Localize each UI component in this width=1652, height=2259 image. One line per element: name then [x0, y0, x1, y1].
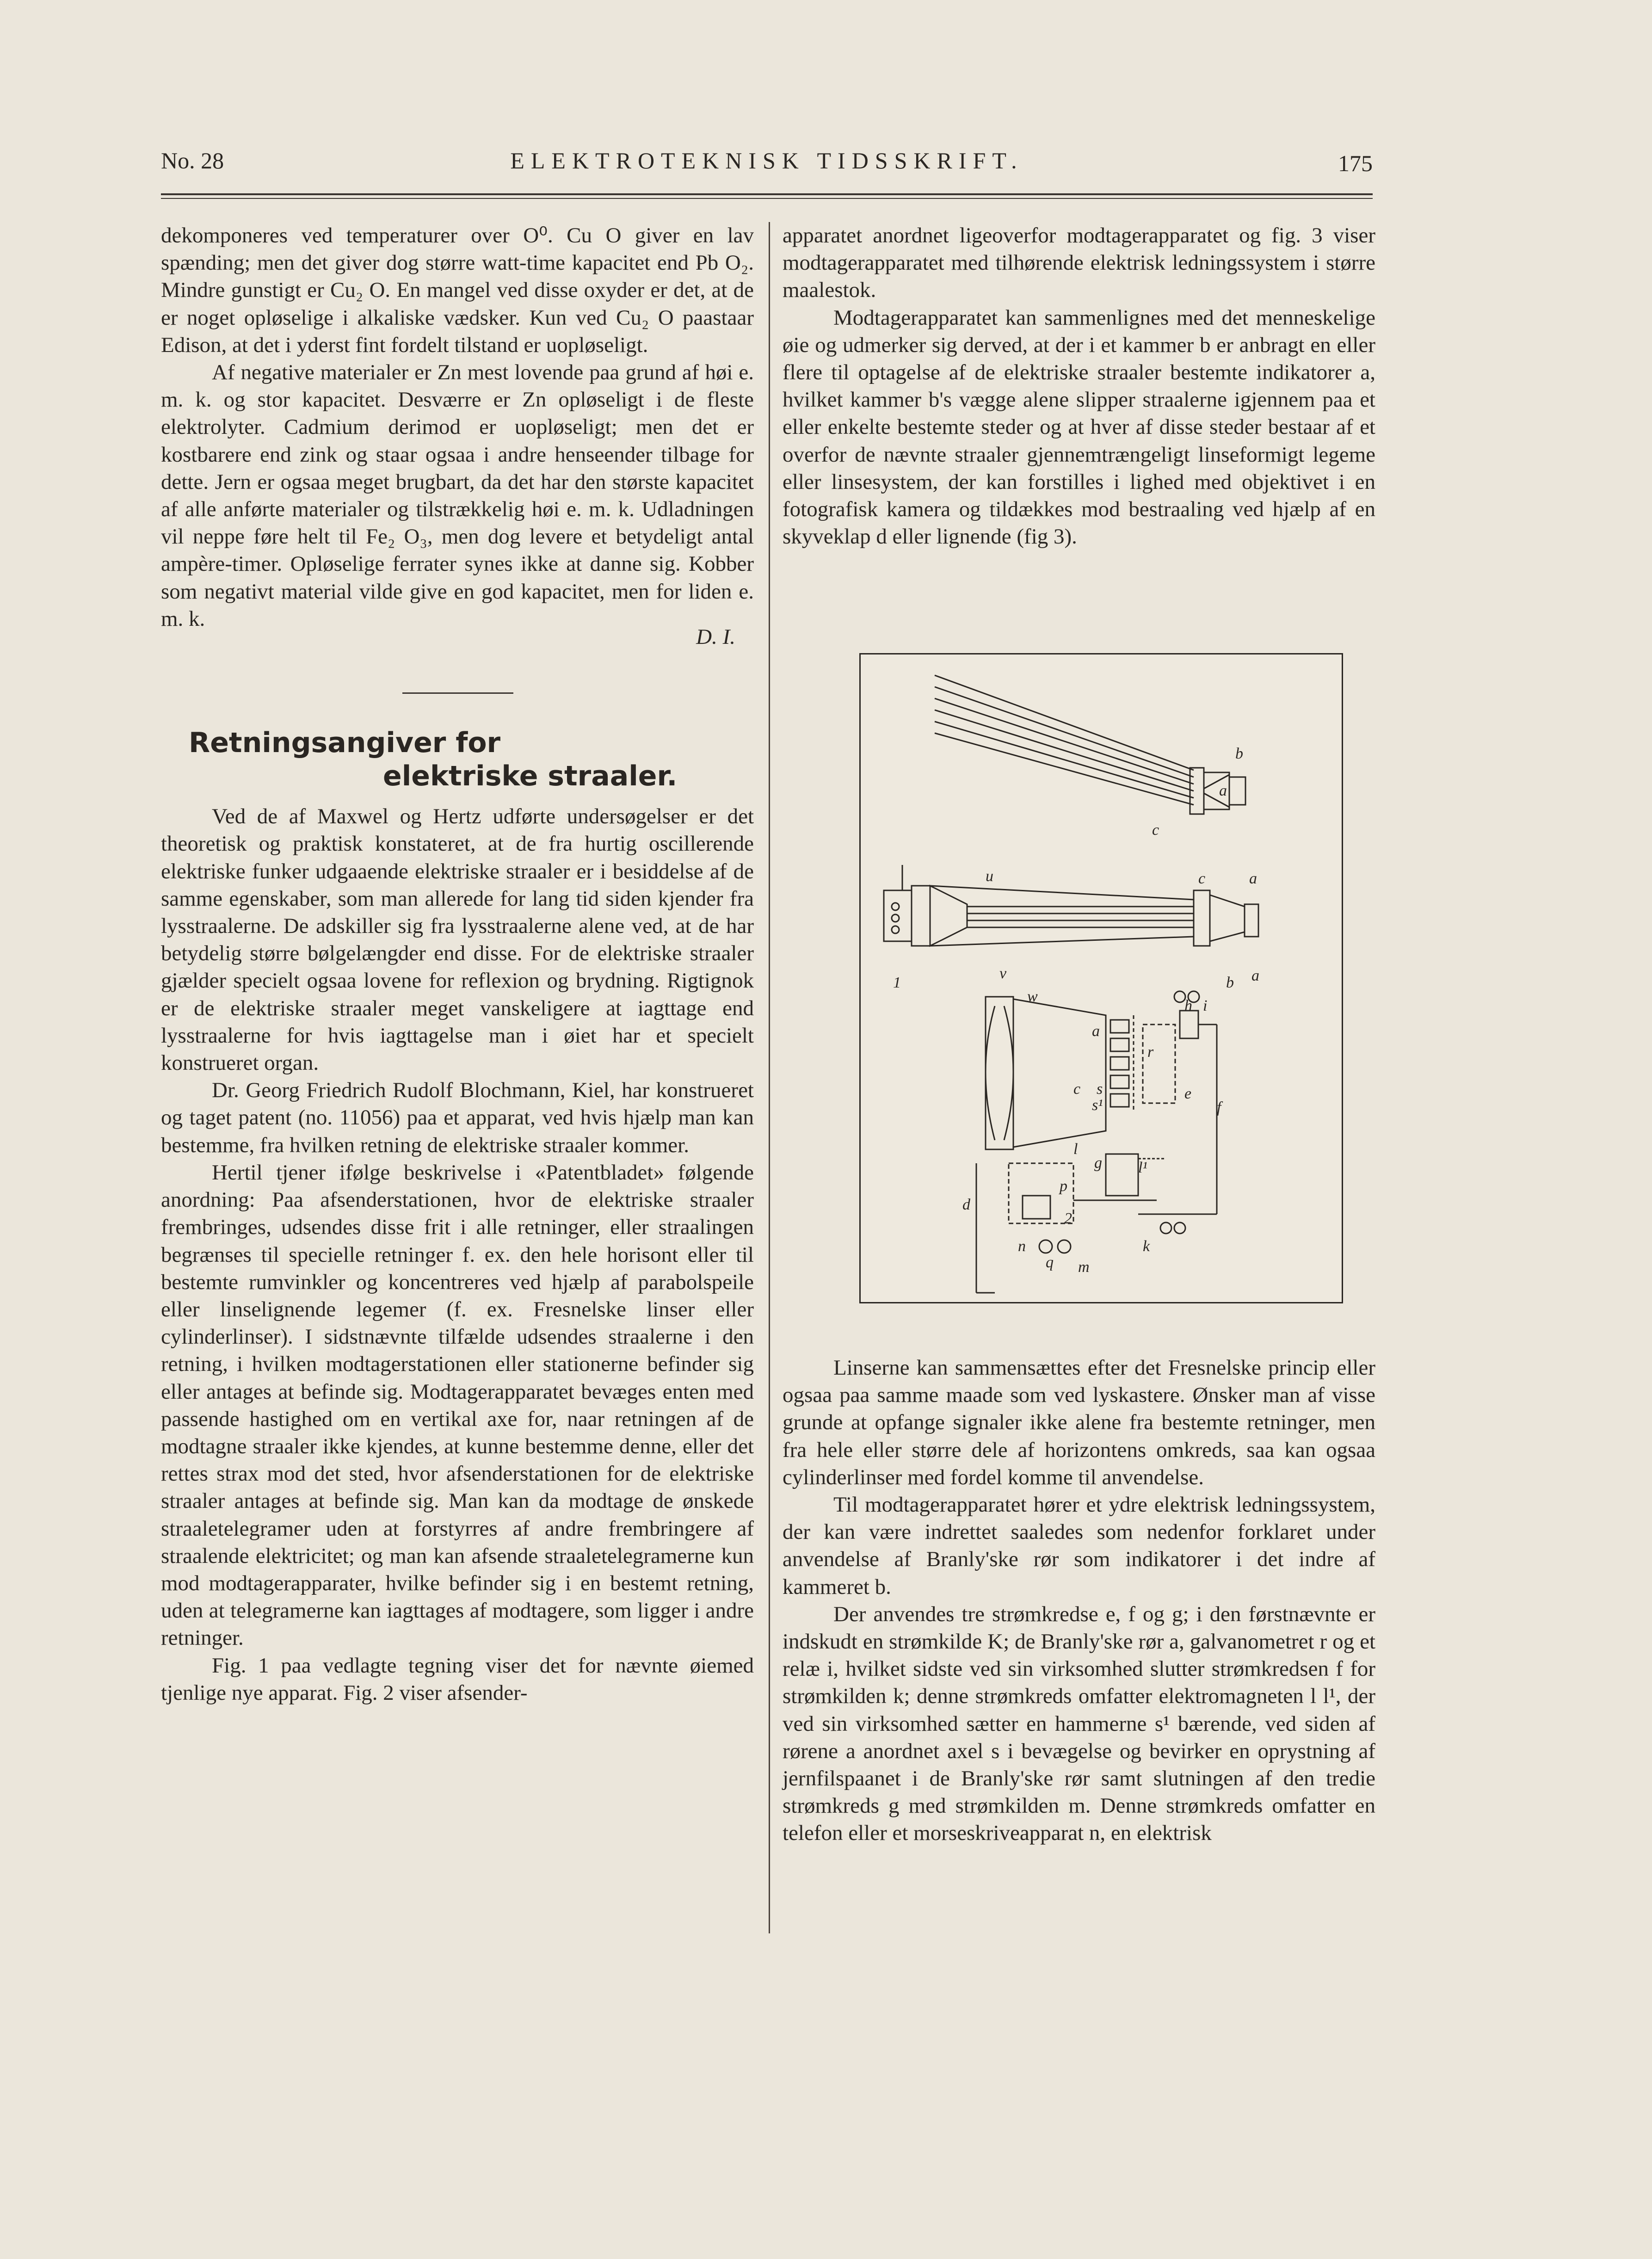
- paragraph: Der anvendes tre strømkredse e, f og g; i den førstnævnte er indskudt en strømkilde K; de Branly'ske rør a, galvanometret r og et relæ i, hvilket sidste ved sin virksomhed slutter strømkredsen f for strømkilden k; denne strømkreds omfatter elektromagneten l l¹, der ved sin virksomhed sætter en hammerne s¹ bærende, ved siden af rørene a anordnet axel s i bevægelse og bevirker en oprystning af jernfilspaanet i de Branly'ske rør samt slutningen af den tredie strømkreds g med strømkilden m. Denne strømkreds omfatter en telefon eller et morseskriveapparat n, en elektrisk: [783, 1602, 1375, 1845]
- fig2-rays: [930, 886, 1194, 946]
- svg-text:a: a: [1219, 782, 1227, 799]
- paragraph: Til modtagerapparatet hører et ydre elektrisk ledningssystem, der kan være indrettet saaledes som nedenfor forklaret under anvendelse af Branly'ske rør som indikatorer i det indre af kammeret b.: [783, 1493, 1375, 1599]
- left-column: [161, 222, 754, 1707]
- fig2-sender: [884, 865, 967, 946]
- journal-title: ELEKTROTEKNISK TIDSSKRIFT.: [510, 148, 1023, 173]
- svg-text:g: g: [1094, 1154, 1102, 1172]
- svg-text:r: r: [1147, 1043, 1154, 1061]
- svg-text:2: 2: [1064, 1210, 1072, 1227]
- header-rule-thin: [161, 198, 1373, 199]
- svg-text:f: f: [1217, 1099, 1221, 1116]
- svg-text:n: n: [1018, 1238, 1026, 1255]
- section-divider: [402, 692, 513, 694]
- svg-text:b: b: [1235, 745, 1243, 762]
- svg-text:s¹: s¹: [1092, 1097, 1103, 1114]
- column-divider: [769, 222, 770, 1933]
- svg-text:a: a: [1092, 1023, 1100, 1040]
- svg-text:u: u: [986, 868, 993, 885]
- svg-text:m: m: [1078, 1259, 1090, 1276]
- heading-line: Retningsangiver for: [189, 727, 501, 759]
- svg-text:l: l: [1073, 1141, 1078, 1158]
- svg-text:c: c: [1073, 1080, 1081, 1098]
- right-column-top: [783, 222, 1375, 550]
- svg-text:b: b: [1226, 974, 1234, 991]
- paragraph: dekomponeres ved temperaturer over O⁰. Cu O giver en lav spænding; men det giver dog større watt-time kapacitet end Pb O₂. Mindre gunstigt er Cu₂ O. En mangel ved disse oxyder er det, at de er noget opløselige i alkaliske vædsker. Kun ved Cu₂ O paastaar Edison, at det i yderst fint fordelt tilstand er uopløseligt.: [161, 223, 754, 357]
- svg-text:w: w: [1027, 988, 1038, 1005]
- patent-figure: [859, 653, 1343, 1303]
- svg-text:c: c: [1198, 870, 1206, 887]
- fig2-receiver: [1194, 890, 1258, 946]
- svg-text:e: e: [1184, 1085, 1192, 1102]
- page-number: 175: [1338, 150, 1373, 176]
- svg-text:s: s: [1097, 1080, 1103, 1098]
- fig3-tubes: [1110, 1015, 1175, 1112]
- paragraph: Hertil tjener ifølge beskrivelse i «Patentbladet» følgende anordning: Paa afsenderstationen, hvor de elektriske straaler frembringes, udsendes disse frit i alle retninger, eller straalingen begrænses til specielle retninger f. ex. den hele horisont eller til bestemte rumvinkler og koncentreres ved hjælp af parabolspeile eller linselignende legemer (f. ex. Fresnelske linser eller cylinderlinser). I sidstnævnte tilfælde udsendes straalerne i den retning, i hvilken modtagerstationen eller stationerne befinder sig eller antages at befinde sig. Modtagerapparatet bevæges enten med passende hastighed om en vertikal axe for, naar retningen af de modtagne straaler ikke kjendes, at kunne bestemme denne, eller det rettes strax mod det sted, hvor afsenderstationen for de elektriske straaler antages at befinde sig. Man kan da modtage de ønskede straaletelegramer uden at forstyrres af andre frembringere af straalende elektricitet; og man kan afsende straaletelegramerne kun mod modtagerapparater, hvilke befinder sig i en bestemt retning, uden at telegramerne kan iagttages af modtagere, som ligger i andre retninger.: [161, 1160, 754, 1650]
- paragraph: Af negative materialer er Zn mest lovende paa grund af høi e. m. k. og stor kapacitet. Desværre er Zn opløseligt i de fleste elektrolyter. Cadmium derimod er uopløseligt; men det er kostbarere end zink og staar ogsaa i andre henseender tilbage for dette. Jern er ogsaa meget brugbart, da det har den største kapacitet af alle anførte materialer og tilstrækkelig høi e. m. k. Udladningen vil neppe føre helt til Fe₂ O₃, men dog levere et betydeligt antal ampère-timer. Opløselige ferrater synes ikke at danne sig. Kobber som negativt material vilde give en god kapacitet, men for liden e. m. k.: [161, 360, 754, 631]
- svg-text:d: d: [962, 1196, 970, 1213]
- figure-drawing: [861, 654, 1342, 1302]
- fig3-lens: [986, 997, 1106, 1149]
- svg-text:i: i: [1203, 997, 1208, 1014]
- svg-text:l¹: l¹: [1138, 1159, 1147, 1176]
- svg-text:q: q: [1046, 1254, 1054, 1271]
- fig1-chamber: [1190, 768, 1245, 814]
- svg-text:1: 1: [893, 974, 901, 991]
- paragraph: Fig. 1 paa vedlagte tegning viser det for nævnte øiemed tjenlige nye apparat. Fig. 2 viser afsender-: [161, 1653, 754, 1705]
- author-signature: D. I.: [696, 625, 735, 649]
- paragraph: Linserne kan sammensættes efter det Fresnelske princip eller ogsaa paa samme maade som ved lyskastere. Ønsker man af visse grunde at opfange signaler ikke alene fra bestemte retninger, men fra hele eller større dele af horizontens omkreds, saa kan ogsaa cylinderlinser med fordel komme til anvendelse.: [783, 1356, 1375, 1489]
- svg-text:h: h: [1184, 997, 1192, 1014]
- svg-text:a: a: [1251, 967, 1259, 984]
- article-heading: [161, 726, 754, 793]
- svg-text:a: a: [1249, 870, 1257, 887]
- page-header: [161, 147, 1373, 184]
- paragraph: Ved de af Maxwel og Hertz udførte undersøgelser er det theoretisk og praktisk konstateret, at de fra hurtig oscillerende elektriske funker udgaaende elektriske straaler er i besiddelse af de samme egenskaber, som man allerede for lang tid siden kjender fra lysstraalerne. De adskiller sig fra lysstraalerne alene ved, at de har betydelig større bølgelængder end disse. For de elektriske straaler gjælder specielt ogsaa lovene for reflexion og brydning. Rigtignok er de elektriske straaler meget vanskeligere at iagttage end lysstraalerne for hvis iagttagelse man i øiet har et specielt konstrueret organ.: [161, 804, 754, 1075]
- fig1-rays: [935, 675, 1194, 805]
- svg-text:p: p: [1060, 1178, 1067, 1195]
- svg-text:k: k: [1143, 1238, 1150, 1255]
- paragraph: apparatet anordnet ligeoverfor modtagerapparatet og fig. 3 viser modtagerapparatet med tilhørende elektrisk ledningssystem i større maalestok.: [783, 223, 1375, 302]
- svg-text:v: v: [999, 965, 1007, 982]
- issue-number: No. 28: [161, 148, 224, 173]
- svg-text:c: c: [1152, 821, 1159, 839]
- right-column-bottom: [783, 1354, 1375, 1847]
- paragraph: Modtagerapparatet kan sammenlignes med det menneskelige øie og udmerker sig derved, at der i et kammer b er anbragt en eller flere til optagelse af de elektriske straaler bestemte indikatorer a, hvilket kammer b's vægge alene slipper straalerne igjennem paa et eller enkelte bestemte steder og at hver af disse steder bestaar af et overfor de nævnte straaler gjennemtrængeligt linseformigt legeme eller linsesystem, der kan forstilles i lighed med objektivet i en fotografisk kamera og tildækkes mod bestraaling ved hjælp af en skyveklap d eller lignende (fig 3).: [783, 305, 1375, 549]
- paragraph: Dr. Georg Friedrich Rudolf Blochmann, Kiel, har konstrueret og taget patent (no. 11056) paa et apparat, ved hvis hjælp man kan bestemme, fra hvilken retning de elektriske straaler kommer.: [161, 1078, 754, 1157]
- header-rule-thick: [161, 193, 1373, 195]
- heading-line: elektriske straaler.: [383, 760, 678, 793]
